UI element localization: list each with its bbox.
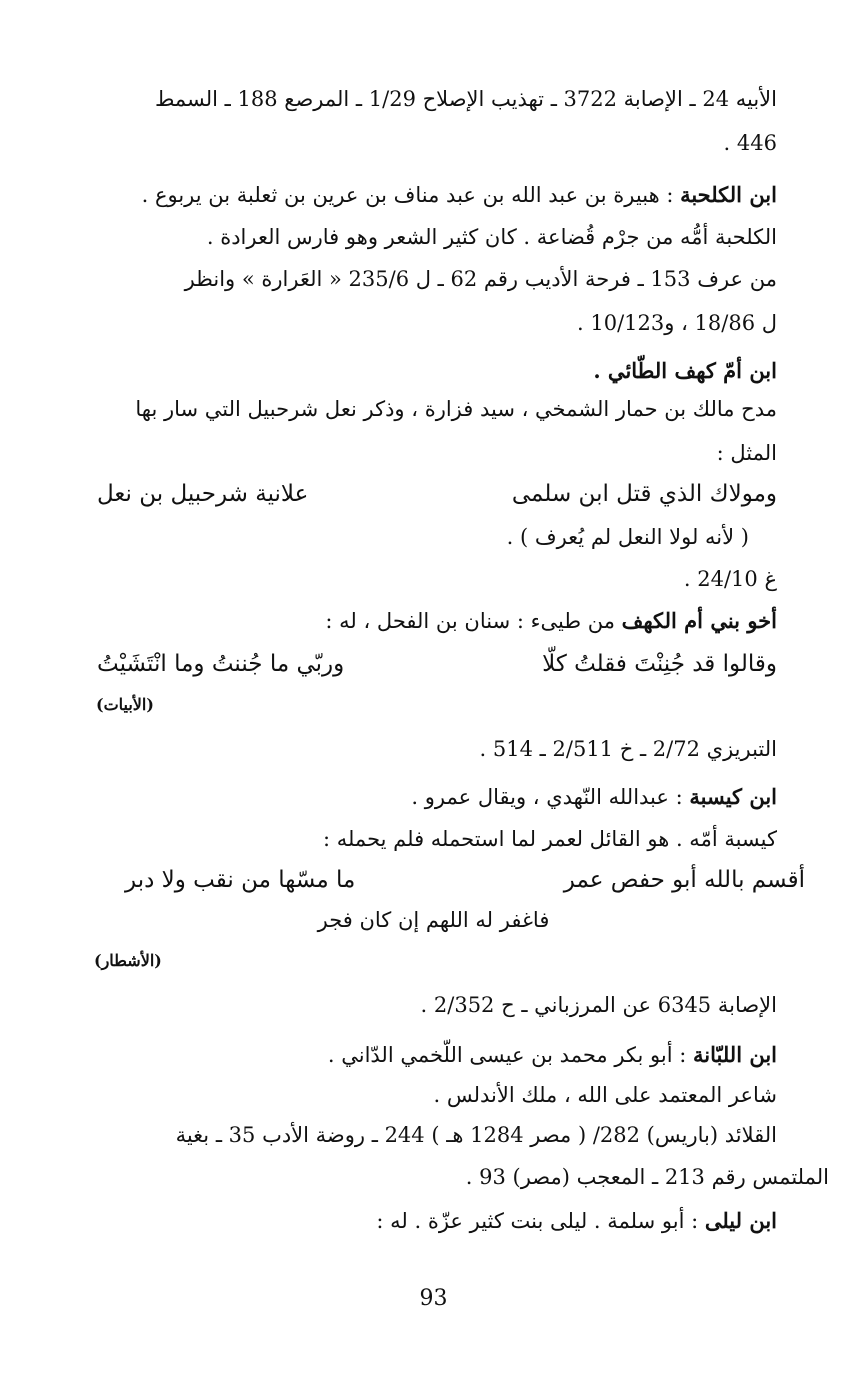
verse-hemistich: ومولاك الذي قتل ابن سلمى xyxy=(511,481,777,507)
text-line: من عرف 153 ـ فرحة الأديب رقم 62 ـ ل 235/6 « العَرارة » وانظر xyxy=(184,267,777,291)
text-line: القلائد (باريس) 282/ ( مصر 1284 هـ ) 244 ـ روضة الأدب 35 ـ بغية xyxy=(175,1123,777,1147)
verse-hemistich: وقالوا قد جُنِنْتَ فقلتُ كلّا xyxy=(542,651,777,677)
text-line: كيسبة أمّه . هو القائل لعمر لما استحمله فلم يحمله : xyxy=(322,827,777,851)
entry-heading: ابن اللبّانة xyxy=(693,1042,777,1067)
page-number: 93 xyxy=(419,1286,448,1311)
entry-text: : أبو بكر محمد بن عيسى اللّخمي الدّاني . xyxy=(327,1043,693,1067)
text-line: 446 . xyxy=(723,131,777,155)
entry-text: : أبو سلمة . ليلى بنت كثير عزّة . له : xyxy=(376,1209,705,1233)
entry-ibn-alkalhaba xyxy=(142,180,777,210)
entry-akhu-bani-umm-alkahf xyxy=(325,606,777,636)
text-line: ل 18/86 ، و10/123 . xyxy=(577,311,777,335)
verse-hemistich: ما مسّها من نقب ولا دبر xyxy=(125,867,356,893)
entry-heading: ابن الكلحبة xyxy=(680,182,777,207)
text-line: الكلحبة أمُّه من جرْم قُضاعة . كان كثير الشعر وهو فارس العرادة . xyxy=(206,225,777,249)
text-line: الملتمس رقم 213 ـ المعجب (مصر) 93 . xyxy=(465,1165,829,1189)
verse-tag: (الأشطار) xyxy=(94,951,162,970)
entry-ibn-kaysaba xyxy=(411,782,777,812)
entry-heading: ابن كيسبة xyxy=(689,784,777,809)
entry-ibn-layla xyxy=(376,1206,777,1236)
entry-text: : هبيرة بن عبد الله بن عبد مناف بن عرين بن ثعلبة بن يربوع . xyxy=(141,183,681,207)
entry-text: من طيىء : سنان بن الفحل ، له : xyxy=(325,609,622,633)
verse-tag: (الأبيات) xyxy=(96,695,154,714)
text-line: الإصابة 6345 عن المرزباني ـ ح 2/352 . xyxy=(420,993,777,1017)
entry-heading: أخو بني أم الكهف xyxy=(621,608,777,633)
text-line: مدح مالك بن حمار الشمخي ، سيد فزارة ، وذكر نعل شرحبيل التي سار بها xyxy=(135,397,777,421)
verse-hemistich: وربّي ما جُننتُ وما انْتَشَيْتُ xyxy=(97,651,345,677)
text-line: غ 24/10 . xyxy=(683,567,777,591)
verse-hemistich: أقسم بالله أبو حفص عمر xyxy=(563,867,805,893)
text-line: المثل : xyxy=(716,441,777,465)
text-line: الأبيه 24 ـ الإصابة 3722 ـ تهذيب الإصلاح 1/29 ـ المرصع 188 ـ السمط xyxy=(154,87,777,111)
entry-heading: ابن ليلى xyxy=(704,1208,777,1233)
text-line: ( لأنه لولا النعل لم يُعرف ) . xyxy=(506,525,749,549)
entry-text: : عبدالله النّهدي ، ويقال عمرو . xyxy=(411,785,690,809)
verse-line-centered: فاغفر له اللهم إن كان فجر xyxy=(317,908,550,932)
entry-ibn-allabbana xyxy=(328,1040,777,1070)
entry-heading: ابن أمّ كهف الطّائي . xyxy=(593,358,777,383)
verse-hemistich: علانية شرحبيل بن نعل xyxy=(97,481,309,507)
text-line: شاعر المعتمد على الله ، ملك الأندلس . xyxy=(433,1083,777,1107)
text-line: التبريزي 2/72 ـ خ 2/511 ـ 514 . xyxy=(479,737,777,761)
